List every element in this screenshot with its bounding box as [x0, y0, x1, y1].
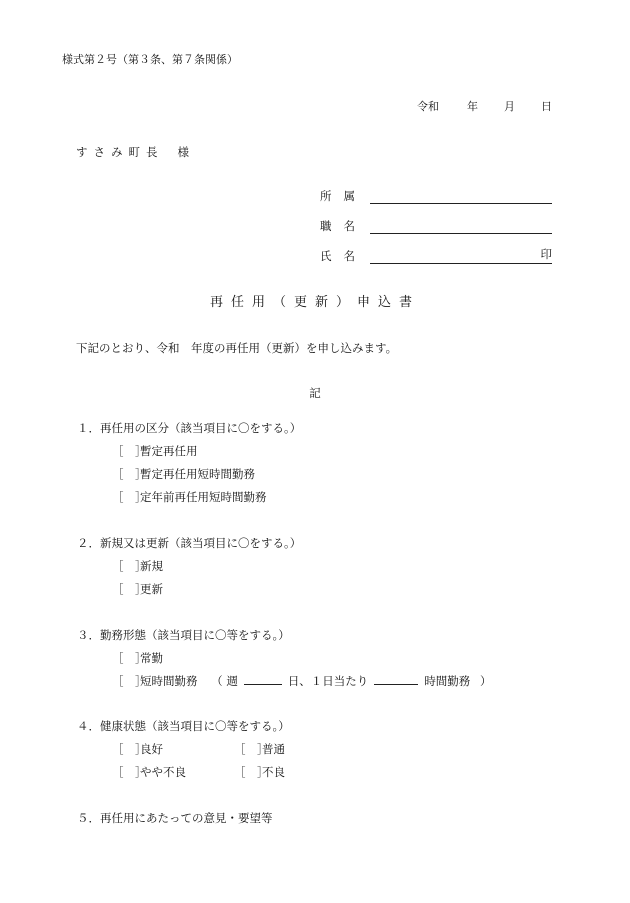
checkbox[interactable]: ［ ］: [112, 651, 147, 665]
short-time-label: 短時間勤務: [140, 674, 198, 688]
date-month: 月: [504, 100, 515, 113]
addressee: [76, 144, 189, 160]
section-1-heading: １．再任用の区分（該当項目に〇をする。）: [77, 421, 302, 435]
position-input[interactable]: [370, 219, 552, 234]
option-row[interactable]: ［ ］更新: [112, 582, 163, 596]
checkbox[interactable]: ［ ］: [112, 559, 147, 573]
checkbox[interactable]: ［ ］: [112, 490, 147, 504]
field-affiliation: [320, 188, 552, 204]
checkbox[interactable]: ［ ］: [112, 444, 147, 458]
hours-per-day-input[interactable]: [374, 674, 418, 685]
days-per-week-input[interactable]: [244, 674, 282, 685]
date-day: 日: [541, 100, 552, 113]
section-3-heading: ３．勤務形態（該当項目に〇等をする。）: [77, 628, 290, 642]
option-row[interactable]: ［ ］暫定再任用短時間勤務: [112, 467, 255, 481]
checkbox[interactable]: ［ ］: [112, 742, 147, 756]
document-title: 再任用（更新）申込書: [209, 295, 420, 310]
option-row[interactable]: ［ ］定年前再任用短時間勤務: [112, 490, 267, 504]
field-label-name: 氏名: [320, 249, 367, 263]
option-row-short-time[interactable]: ［ ］短時間勤務 （ 週 日、１日当たり 時間勤務 ）: [112, 674, 492, 688]
date-era: 令和: [417, 100, 439, 113]
name-input[interactable]: [370, 249, 552, 264]
field-name: [320, 248, 552, 264]
form-number: 様式第２号（第３条、第７条関係）: [62, 53, 238, 66]
addressee-name: すさみ町長: [76, 145, 164, 159]
date-year: 年: [467, 100, 478, 113]
date-line: [417, 98, 552, 114]
intro-text: 下記のとおり、令和 年度の再任用（更新）を申し込みます。: [76, 341, 398, 355]
checkbox[interactable]: ［ ］: [112, 582, 147, 596]
checkbox[interactable]: ［ ］: [112, 674, 147, 688]
field-position: [320, 218, 552, 234]
option-row[interactable]: ［ ］良好: [112, 742, 163, 756]
section-4-heading: ４．健康状態（該当項目に〇等をする。）: [77, 719, 290, 733]
section-2-heading: ２．新規又は更新（該当項目に〇をする。）: [77, 536, 302, 550]
seal-mark: 印: [540, 247, 552, 261]
checkbox[interactable]: ［ ］: [234, 765, 269, 779]
checkbox[interactable]: ［ ］: [112, 467, 147, 481]
option-row[interactable]: ［ ］普通: [234, 742, 285, 756]
section-5-heading: ５．再任用にあたっての意見・要望等: [77, 811, 273, 825]
option-row[interactable]: ［ ］新規: [112, 559, 163, 573]
ki-heading: 記: [309, 386, 321, 400]
field-label-affiliation: 所属: [320, 189, 367, 203]
option-row[interactable]: ［ ］不良: [234, 765, 285, 779]
affiliation-input[interactable]: [370, 189, 552, 204]
option-row[interactable]: ［ ］暫定再任用: [112, 444, 198, 458]
option-row[interactable]: ［ ］やや不良: [112, 765, 186, 779]
option-row[interactable]: ［ ］常勤: [112, 651, 163, 665]
checkbox[interactable]: ［ ］: [112, 765, 147, 779]
addressee-honorific: 様: [177, 145, 189, 159]
field-label-position: 職名: [320, 219, 367, 233]
checkbox[interactable]: ［ ］: [234, 742, 269, 756]
